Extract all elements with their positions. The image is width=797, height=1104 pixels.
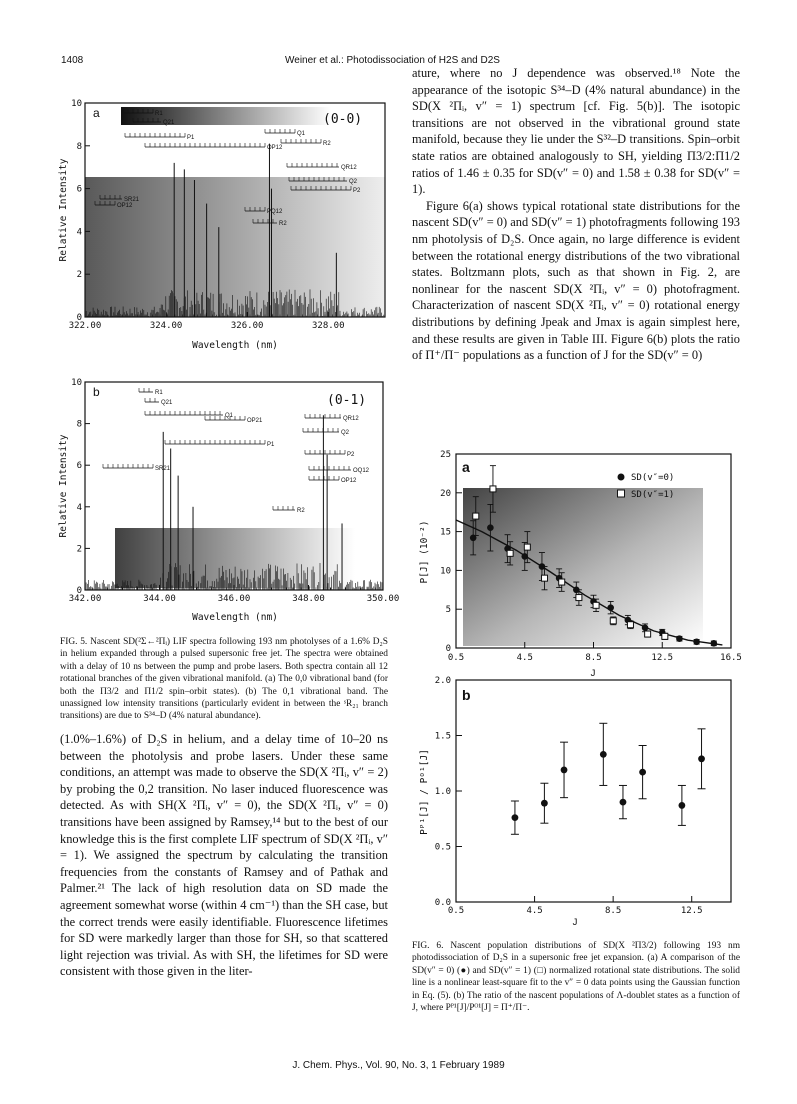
x-tick-label: 12.5 xyxy=(651,653,674,663)
x-tick-label: 8.5 xyxy=(605,906,622,916)
right-paragraph-1: ature, where no J dependence was observed.¹⁸ Note the appearance of the isotopic S³⁴–D (4% natural abundance) in the SD(X ²Πᵢ, v″ = 1) spectrum [cf. Fig. 5(b)]. The isotopic transitions are not observed in the vibrational ground state manifold, because they lie under the S³²–D transitions. Spin–orbit state ratios are obtained analogously to SH, yielding Π3/2:Π1/2 ratios of 1.46 ± 0.35 for SD(v″ = 0) and 1.58 ± 0.38 for SD(v″ = 1). xyxy=(412,66,740,197)
x-tick-label: 346.00 xyxy=(217,594,251,604)
data-point-v1 xyxy=(507,550,513,556)
branch-label: QR12 xyxy=(343,416,359,422)
y-tick-label: 2 xyxy=(76,270,82,281)
branch-label: Q1 xyxy=(297,131,306,137)
data-point-v1 xyxy=(490,486,496,492)
branch-label: Q2 xyxy=(341,430,350,436)
x-tick-label: 328.00 xyxy=(311,321,345,331)
y-tick-label: 1.5 xyxy=(434,731,451,742)
data-point xyxy=(698,755,705,762)
branch-label: Q21 xyxy=(161,400,173,406)
data-point-v1 xyxy=(645,631,651,637)
fig6b-chart xyxy=(405,676,740,928)
fig5b-xlabel: Wavelength (nm) xyxy=(192,612,278,623)
data-point-v1 xyxy=(473,513,479,519)
left-paragraph: (1.0%–1.6%) of D₂S in helium, and a delay time of 10–20 ns between the photolysis and probe lasers. Under these same conditions, an attempt was made to observe the SD(X ²Πᵢ, v″ = 2) by probing the 0,2 transition. No laser induced fluorescence was detected. As with SH(X ²Πᵢ, v″ = 0), the SD(X ²Πᵢ, v″ = 0) transitions have been assigned by Ramsey,¹⁴ but to the best of our knowledge this is the first complete LIF spectrum of SD(X ²Πᵢ, v″ = 1). We assigned the spectrum by calculating the transition frequencies from the constants of Ramsey and of Pathak and Palmer.²¹ The lack of high resolution data on SD made the agreement somewhat worse (within 4 cm⁻¹) than the SH case, but the correct trends were easily identifiable. Fluorescence lifetimes for SD were markedly larger than those for SH, so that scattered light rejection was trivial. As with SH, the lifetimes for SD were consistent with those given in the liter- xyxy=(60,732,388,979)
y-tick-label: 2 xyxy=(76,544,82,555)
fig6b-panel-label: b xyxy=(462,687,471,703)
branch-label: P1 xyxy=(187,135,195,141)
fig5a-xlabel: Wavelength (nm) xyxy=(192,340,278,351)
data-point xyxy=(678,802,685,809)
x-tick-label: 324.00 xyxy=(149,321,183,331)
fig6a-ylabel: P[J] (10⁻²) xyxy=(419,520,430,584)
fig6a-panel-label: a xyxy=(462,459,470,475)
branch-label: OP12 xyxy=(341,478,357,484)
data-point-v0 xyxy=(642,625,649,632)
y-tick-label: 0.5 xyxy=(434,842,451,853)
data-point-v1 xyxy=(593,602,599,608)
data-point-v1 xyxy=(610,618,616,624)
x-tick-label: 0.5 xyxy=(447,906,465,916)
branch-label: OP21 xyxy=(247,418,263,424)
y-tick-label: 4 xyxy=(76,227,82,238)
y-tick-label: 25 xyxy=(440,450,451,460)
x-tick-label: 4.5 xyxy=(516,653,533,663)
data-point-v1 xyxy=(542,575,548,581)
y-tick-label: 4 xyxy=(76,502,82,513)
y-tick-label: 0 xyxy=(445,644,451,654)
y-tick-label: 0 xyxy=(76,313,82,323)
fig6a-chart xyxy=(405,448,742,679)
data-point-v1 xyxy=(524,544,530,550)
fig6a-xlabel: J xyxy=(590,668,596,679)
x-tick-label: 326.00 xyxy=(230,321,264,331)
x-tick-label: 342.00 xyxy=(68,594,102,604)
fig5b-panel-label: b xyxy=(93,385,100,399)
branch-label: R2 xyxy=(323,141,331,147)
journal-footer: J. Chem. Phys., Vol. 90, No. 3, 1 February 1989 xyxy=(292,1060,505,1071)
right-column-text xyxy=(412,65,740,364)
data-point-v0 xyxy=(676,635,683,642)
data-point xyxy=(639,769,646,776)
x-tick-label: 344.00 xyxy=(143,594,176,604)
y-tick-label: 8 xyxy=(76,141,82,152)
y-tick-label: 10 xyxy=(71,99,82,109)
branch-label: OQ12 xyxy=(353,468,370,474)
y-tick-label: 0.0 xyxy=(434,898,451,908)
x-tick-label: 8.5 xyxy=(585,653,602,663)
branch-label: Q1 xyxy=(225,413,234,419)
branch-label: OP12 xyxy=(267,145,283,151)
y-tick-label: 10 xyxy=(440,566,451,577)
fig5a-band-label: (0-0) xyxy=(323,112,363,127)
x-tick-label: 322.00 xyxy=(68,321,102,331)
data-point-v0 xyxy=(607,604,614,611)
y-tick-label: 0 xyxy=(76,586,82,596)
fig5b-ylabel: Relative Intensity xyxy=(58,434,69,538)
x-tick-label: 4.5 xyxy=(526,906,543,916)
branch-label: OP12 xyxy=(117,203,133,209)
fig5b-chart xyxy=(55,370,400,630)
y-tick-label: 15 xyxy=(440,527,451,538)
right-paragraph-2: Figure 6(a) shows typical rotational state distributions for the nascent SD(v″ = 0) and SD(v″ = 1) photofragments following 193 nm photolysis of D₂S. Once again, no large difference is evident between the rotational energy distributions of the two vibrational states. Boltzmann plots, such as that shown in Fig. 2, are nonlinear for the nascent SD(X ²Πᵢ, v″ = 0) photofragment. Characterization of nascent SD(X ²Πᵢ, v″ = 0) rotational energy distributions by defining Jpeak and Jmax is again simplest here, and these results are given in Table III. Figure 6(b) plots the ratio of Π⁺/Π⁻ populations as a function of J for the SD(v″ = 0) xyxy=(412,198,740,363)
legend-label-v1: SD(v″=1) xyxy=(631,490,675,500)
fig6b-xlabel: J xyxy=(572,917,578,928)
data-point-v1 xyxy=(627,622,633,628)
data-point-v0 xyxy=(487,524,494,531)
y-tick-label: 6 xyxy=(76,461,82,472)
branch-label: Q21 xyxy=(163,120,175,126)
x-tick-label: 12.5 xyxy=(680,906,703,916)
data-point xyxy=(561,767,568,774)
data-point-v1 xyxy=(559,579,565,585)
branch-label: Q2 xyxy=(349,179,358,185)
x-tick-label: 0.5 xyxy=(447,653,465,663)
branch-label: R2 xyxy=(297,508,305,514)
branch-label: PQ12 xyxy=(267,209,283,215)
x-tick-label: 350.00 xyxy=(366,594,400,604)
legend-marker-v1 xyxy=(618,490,625,497)
y-tick-label: 20 xyxy=(440,488,451,499)
branch-label: R2 xyxy=(279,221,287,227)
branch-label: P2 xyxy=(353,188,361,194)
x-tick-label: 348.00 xyxy=(292,594,325,604)
data-point xyxy=(512,814,519,821)
fig6-caption: FIG. 6. Nascent population distributions of SD(X ²Π3/2) following 193 nm photodissociation of D₂S in a supersonic free jet expansion. (a) A comparison of the SD(v″ = 0) (●) and SD(v″ = 1) (□) normalized rotational state distributions. The solid line is a nonlinear least-square fit to the v″ = 0 data points using the Gaussian function in Eq. (5). (b) The ratio of the nascent populations of Λ-doublet states as a function of J, where Pᴾ¹[J]/Pᴼ¹[J] = Π⁺/Π⁻. xyxy=(412,941,740,1014)
data-point xyxy=(600,751,607,758)
y-tick-label: 5 xyxy=(445,605,451,616)
branch-label: P1 xyxy=(267,442,275,448)
y-tick-label: 10 xyxy=(71,378,82,388)
branch-label: R1 xyxy=(155,390,163,396)
branch-label: SR21 xyxy=(124,197,140,203)
data-point xyxy=(541,800,548,807)
data-point-v0 xyxy=(711,640,718,647)
branch-label: R1 xyxy=(155,111,163,117)
legend-marker-v0 xyxy=(618,474,625,481)
y-tick-label: 6 xyxy=(76,184,82,195)
data-point-v0 xyxy=(693,638,700,645)
branch-label: SR21 xyxy=(155,466,171,472)
y-tick-label: 2.0 xyxy=(434,676,451,686)
legend-label-v0: SD(v″=0) xyxy=(631,473,675,483)
page-number: 1408 xyxy=(61,55,84,66)
fig5b-band-label: (0-1) xyxy=(327,393,367,408)
running-title: Weiner et al.: Photodissociation of H2S and D2S xyxy=(285,55,500,66)
fig5a-ylabel: Relative Intensity xyxy=(58,158,69,262)
branch-label: QR12 xyxy=(341,165,357,171)
fig5a-chart xyxy=(55,95,390,365)
y-tick-label: 8 xyxy=(76,419,82,430)
x-tick-label: 16.5 xyxy=(720,653,742,663)
y-tick-label: 1.0 xyxy=(434,787,451,797)
data-point-v1 xyxy=(576,595,582,601)
data-point xyxy=(620,799,627,806)
left-column-text xyxy=(60,731,388,980)
data-point-v1 xyxy=(662,633,668,639)
fig5a-panel-label: a xyxy=(93,106,100,120)
branch-label: P2 xyxy=(347,452,355,458)
fig5-caption: FIG. 5. Nascent SD(²Σ←²Πᵢ) LIF spectra following 193 nm photolyses of a 1.6% D₂S in helium expanded through a pulsed supersonic free jet. The spectra were obtained with a delay of 10 ns between the pump and probe lasers. Both spectra contain all 12 rotational branches of the given vibrational manifold. (a) The 0,0 vibrational band (for both the Π3/2 and Π1/2 spin–orbit states). (b) The 0,1 vibrational band. The unassigned low intensity transitions (particularly evident in between the ˢR₂₁ branch transitions) are due to S³⁴–D (4% natural abundance). xyxy=(60,637,388,722)
fig6b-ylabel: Pᴾ¹[J] / Pᴼ¹[J] xyxy=(419,749,430,835)
